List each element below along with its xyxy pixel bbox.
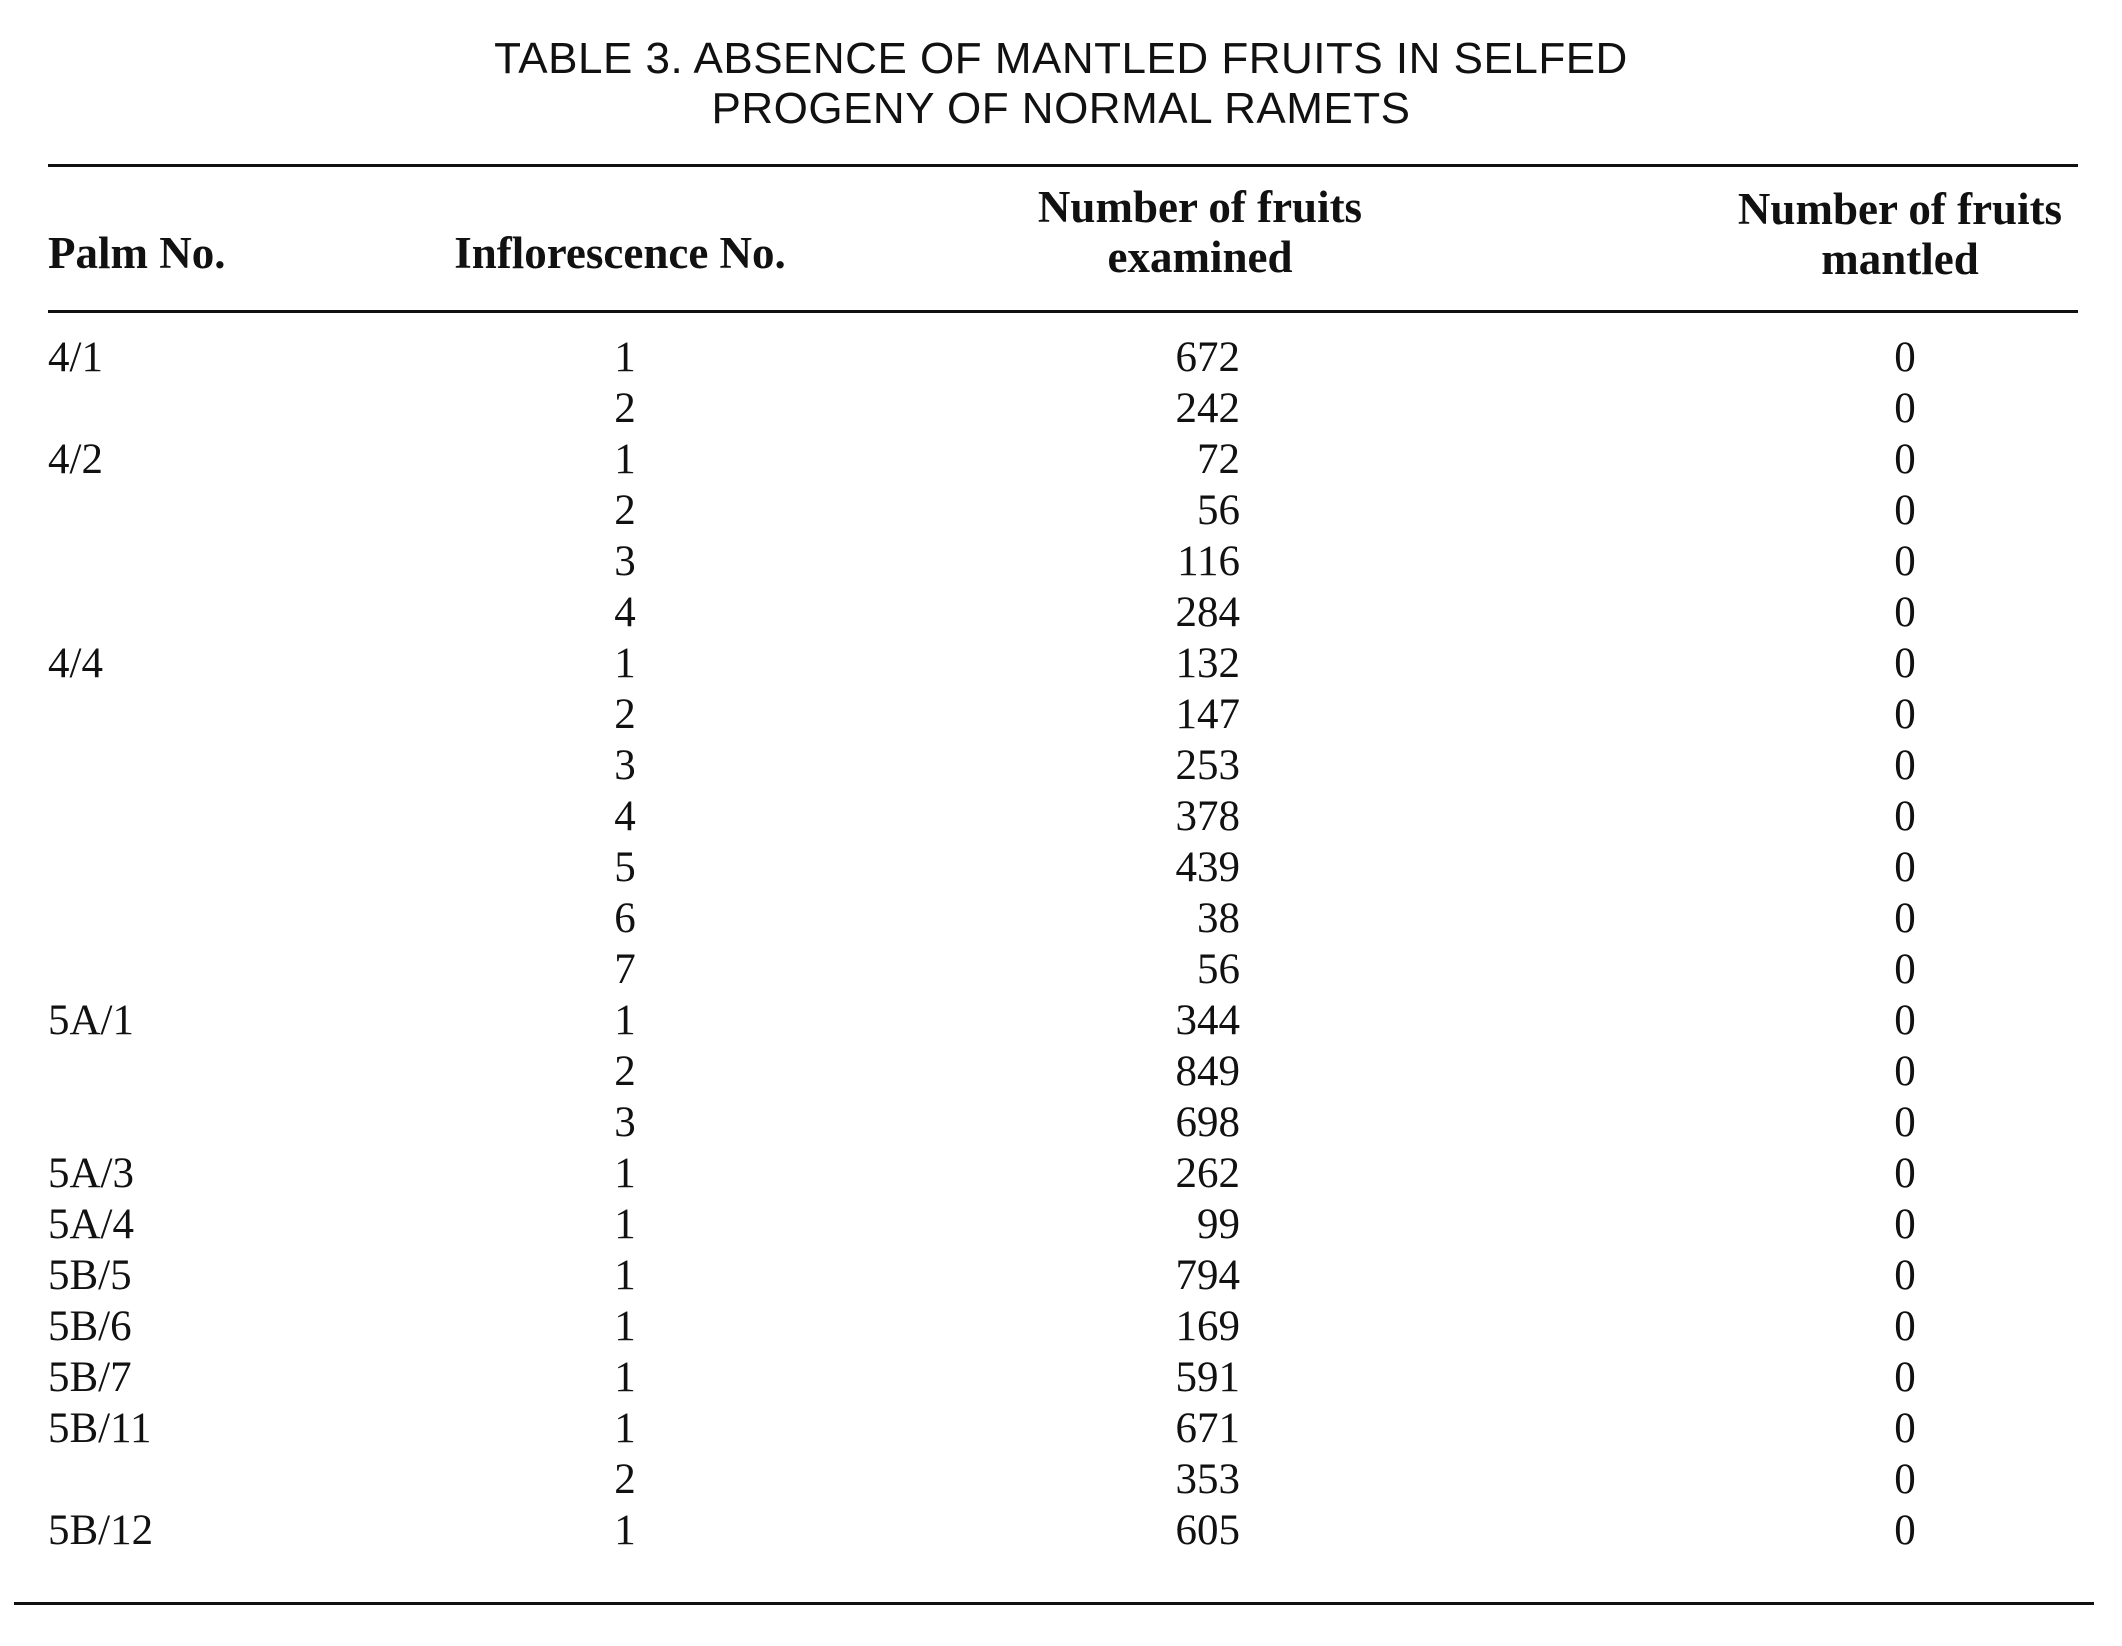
top-rule [48,164,2078,167]
header-rule [48,310,2078,313]
table-title-line-1: TABLE 3. ABSENCE OF MANTLED FRUITS IN SELFED [494,34,1628,83]
cell-inflorescence-no: 5 [614,844,636,891]
table-row [0,587,2122,638]
cell-fruits-examined: 439 [1175,844,1240,891]
cell-fruits-examined: 132 [1175,640,1240,687]
header-fruits-examined-line-2: examined [1107,232,1293,282]
cell-fruits-mantled: 0 [1894,1150,1916,1197]
cell-fruits-mantled: 0 [1894,1456,1916,1503]
cell-inflorescence-no: 1 [614,436,636,483]
cell-fruits-examined: 72 [1197,436,1240,483]
table-row [0,842,2122,893]
cell-palm-no: 4/2 [48,436,103,483]
cell-fruits-examined: 262 [1175,1150,1240,1197]
cell-fruits-examined: 672 [1175,334,1240,381]
table-row [0,1505,2122,1556]
table-row [0,791,2122,842]
cell-inflorescence-no: 1 [614,1507,636,1554]
table-row [0,1403,2122,1454]
cell-fruits-examined: 849 [1175,1048,1240,1095]
cell-fruits-mantled: 0 [1894,1252,1916,1299]
cell-fruits-mantled: 0 [1894,691,1916,738]
table-row [0,1046,2122,1097]
table-title-line-2: PROGENY OF NORMAL RAMETS [711,84,1411,133]
cell-fruits-examined: 38 [1197,895,1240,942]
header-fruits-mantled [1738,184,2062,284]
cell-fruits-mantled: 0 [1894,1048,1916,1095]
cell-palm-no: 5B/6 [48,1303,132,1350]
cell-fruits-examined: 116 [1177,538,1240,585]
cell-inflorescence-no: 4 [614,793,636,840]
cell-fruits-mantled: 0 [1894,385,1916,432]
header-inflorescence-no: Inflorescence No. [454,228,786,278]
cell-palm-no: 4/4 [48,640,103,687]
cell-fruits-mantled: 0 [1894,1405,1916,1452]
cell-inflorescence-no: 3 [614,1099,636,1146]
table-row [0,638,2122,689]
table-body [0,332,2122,1556]
cell-palm-no: 5B/7 [48,1354,132,1401]
table-row [0,740,2122,791]
cell-palm-no: 5A/4 [48,1201,134,1248]
table-row [0,944,2122,995]
cell-fruits-mantled: 0 [1894,1354,1916,1401]
cell-fruits-examined: 253 [1175,742,1240,789]
cell-fruits-mantled: 0 [1894,334,1916,381]
cell-inflorescence-no: 1 [614,1252,636,1299]
cell-inflorescence-no: 2 [614,487,636,534]
cell-fruits-mantled: 0 [1894,538,1916,585]
cell-fruits-mantled: 0 [1894,640,1916,687]
table-caption [0,34,2122,134]
cell-inflorescence-no: 1 [614,334,636,381]
cell-inflorescence-no: 2 [614,1456,636,1503]
header-palm-no: Palm No. [48,228,226,278]
cell-inflorescence-no: 2 [614,385,636,432]
cell-inflorescence-no: 1 [614,1150,636,1197]
header-fruits-mantled-line-2: mantled [1821,234,1979,284]
cell-inflorescence-no: 4 [614,589,636,636]
table-row [0,1454,2122,1505]
cell-fruits-mantled: 0 [1894,946,1916,993]
cell-inflorescence-no: 3 [614,538,636,585]
cell-fruits-mantled: 0 [1894,793,1916,840]
cell-fruits-examined: 605 [1175,1507,1240,1554]
cell-fruits-mantled: 0 [1894,1099,1916,1146]
cell-fruits-mantled: 0 [1894,742,1916,789]
cell-fruits-mantled: 0 [1894,1303,1916,1350]
cell-fruits-mantled: 0 [1894,895,1916,942]
cell-fruits-examined: 344 [1175,997,1240,1044]
cell-fruits-examined: 698 [1175,1099,1240,1146]
cell-fruits-examined: 353 [1175,1456,1240,1503]
cell-inflorescence-no: 2 [614,691,636,738]
table-header [0,168,2122,308]
table-row [0,1148,2122,1199]
cell-fruits-examined: 794 [1175,1252,1240,1299]
cell-fruits-mantled: 0 [1894,487,1916,534]
cell-fruits-examined: 99 [1197,1201,1240,1248]
table-row [0,1250,2122,1301]
cell-palm-no: 5B/11 [48,1405,152,1452]
cell-fruits-mantled: 0 [1894,589,1916,636]
table-row [0,1352,2122,1403]
table-row [0,434,2122,485]
cell-palm-no: 4/1 [48,334,103,381]
cell-inflorescence-no: 1 [614,1354,636,1401]
bottom-rule [14,1602,2094,1605]
cell-inflorescence-no: 1 [614,997,636,1044]
cell-fruits-examined: 242 [1175,385,1240,432]
cell-fruits-examined: 169 [1175,1303,1240,1350]
cell-fruits-examined: 591 [1175,1354,1240,1401]
cell-fruits-examined: 378 [1175,793,1240,840]
cell-fruits-mantled: 0 [1894,1507,1916,1554]
cell-palm-no: 5B/5 [48,1252,132,1299]
cell-inflorescence-no: 3 [614,742,636,789]
table-row [0,383,2122,434]
cell-inflorescence-no: 1 [614,1405,636,1452]
header-fruits-examined-line-1: Number of fruits [1037,182,1363,232]
table-row [0,536,2122,587]
cell-fruits-examined: 284 [1175,589,1240,636]
cell-fruits-examined: 56 [1197,946,1240,993]
cell-fruits-examined: 147 [1175,691,1240,738]
cell-fruits-examined: 56 [1197,487,1240,534]
cell-inflorescence-no: 7 [614,946,636,993]
cell-inflorescence-no: 1 [614,1303,636,1350]
cell-palm-no: 5A/1 [48,997,134,1044]
cell-palm-no: 5B/12 [48,1507,154,1554]
cell-fruits-mantled: 0 [1894,997,1916,1044]
cell-fruits-mantled: 0 [1894,436,1916,483]
table-row [0,893,2122,944]
header-fruits-examined [1038,182,1362,282]
cell-palm-no: 5A/3 [48,1150,134,1197]
cell-inflorescence-no: 2 [614,1048,636,1095]
cell-inflorescence-no: 6 [614,895,636,942]
table-row [0,1301,2122,1352]
cell-fruits-mantled: 0 [1894,1201,1916,1248]
table-row [0,1199,2122,1250]
table-row [0,995,2122,1046]
cell-inflorescence-no: 1 [614,1201,636,1248]
cell-fruits-mantled: 0 [1894,844,1916,891]
cell-fruits-examined: 671 [1175,1405,1240,1452]
table-row [0,485,2122,536]
header-fruits-mantled-line-1: Number of fruits [1737,184,2063,234]
table-row [0,1097,2122,1148]
cell-inflorescence-no: 1 [614,640,636,687]
table-row [0,332,2122,383]
table-row [0,689,2122,740]
